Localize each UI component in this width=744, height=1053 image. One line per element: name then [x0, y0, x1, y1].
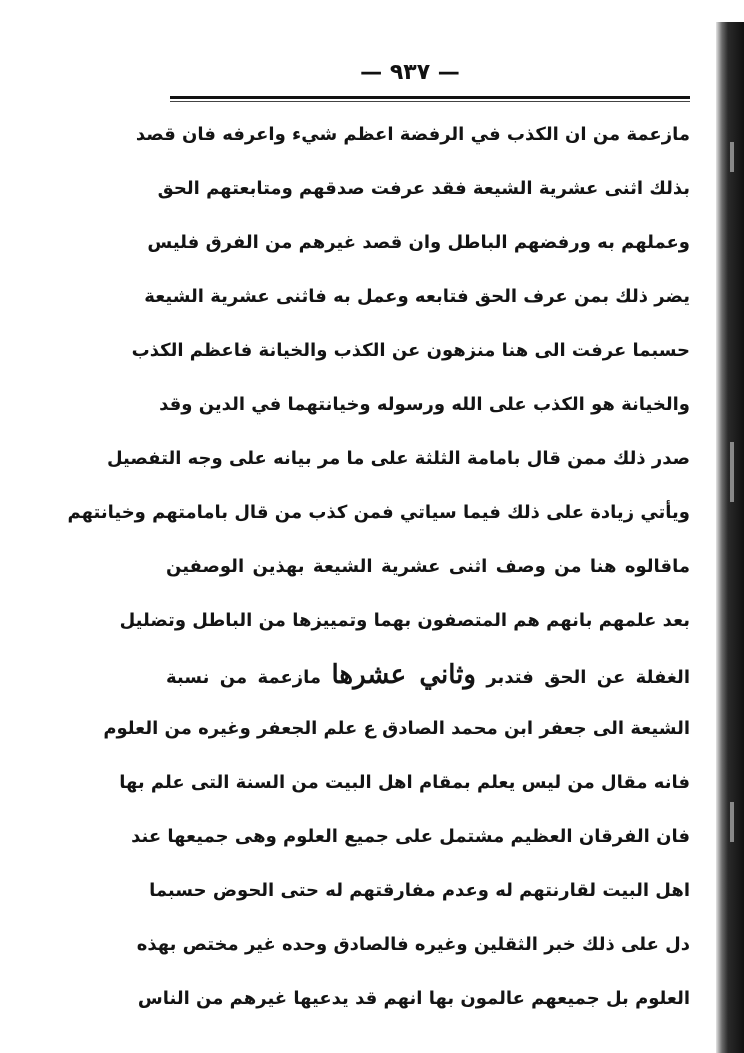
text-line: صدر ذلك ممن قال بامامة الثلثة على ما مر بيانه على وجه التفصيل: [106, 448, 690, 469]
text-line: حسبما عرفت الى هنا منزهون عن الكذب والخيانة فاعظم الكذب: [131, 340, 690, 361]
text-line: بذلك اثنى عشرية الشيعة فقد عرفت صدقهم ومتابعتهم الحق: [157, 178, 690, 199]
text-line: وعملهم به ورفضهم الباطل وان قصد غيرهم من الفرق فليس: [147, 232, 690, 253]
text-line: يضر ذلك بمن عرف الحق فتابعه وعمل به فاثنى عشرية الشيعة: [144, 286, 690, 307]
scan-speck: [730, 802, 734, 842]
text-line: العلوم بل جميعهم عالمون بها انهم قد يدعيها غيرهم من الناس: [137, 988, 690, 1009]
body-text: [67, 108, 690, 1026]
text-line: مازعمة من ان الكذب في الرفضة اعظم شيء واعرفه فان قصد: [135, 124, 690, 145]
section-heading: وثاني عشرها: [331, 660, 476, 690]
text-line: والخيانة هو الكذب على الله ورسوله وخيانتهما في الدين وقد: [159, 394, 690, 415]
text-line: فان الفرقان العظيم مشتمل على جميع العلوم وهى جميعها عند: [131, 826, 690, 847]
text-line: اهل البيت لقارنتهم له وعدم مفارقتهم له حتى الحوض حسبما: [149, 880, 690, 901]
text-line-part: الغفلة عن الحق فتدبر: [486, 667, 690, 688]
text-line: فانه مقال من ليس يعلم بمقام اهل البيت من السنة التى علم بها: [119, 772, 690, 793]
page-number: — ٩٣٧ —: [360, 60, 460, 85]
text-line: ويأتي زيادة على ذلك فيما سياتي فمن كذب من قال بامامتهم وخيانتهم: [67, 502, 690, 523]
text-line: ماقالوه هنا من وصف اثنى عشرية الشيعة بهذين الوصفين: [166, 556, 690, 577]
scan-edge-shadow: [716, 22, 744, 1053]
header-rule-thin: [170, 101, 690, 102]
text-line: الشيعة الى جعفر ابن محمد الصادق ع علم الجعفر وغيره من العلوم: [103, 718, 690, 739]
text-line: بعد علمهم بانهم هم المتصفون بهما وتمييزها من الباطل وتضليل: [119, 610, 690, 631]
scan-speck: [730, 142, 734, 172]
text-line: دل على ذلك خبر الثقلين وغيره فالصادق وحده غير مختص بهذه: [136, 934, 690, 955]
text-line-with-heading: [166, 648, 690, 702]
text-line-part: مازعمة من نسبة: [166, 667, 322, 688]
header-rule: [170, 96, 690, 99]
scan-speck: [730, 442, 734, 502]
